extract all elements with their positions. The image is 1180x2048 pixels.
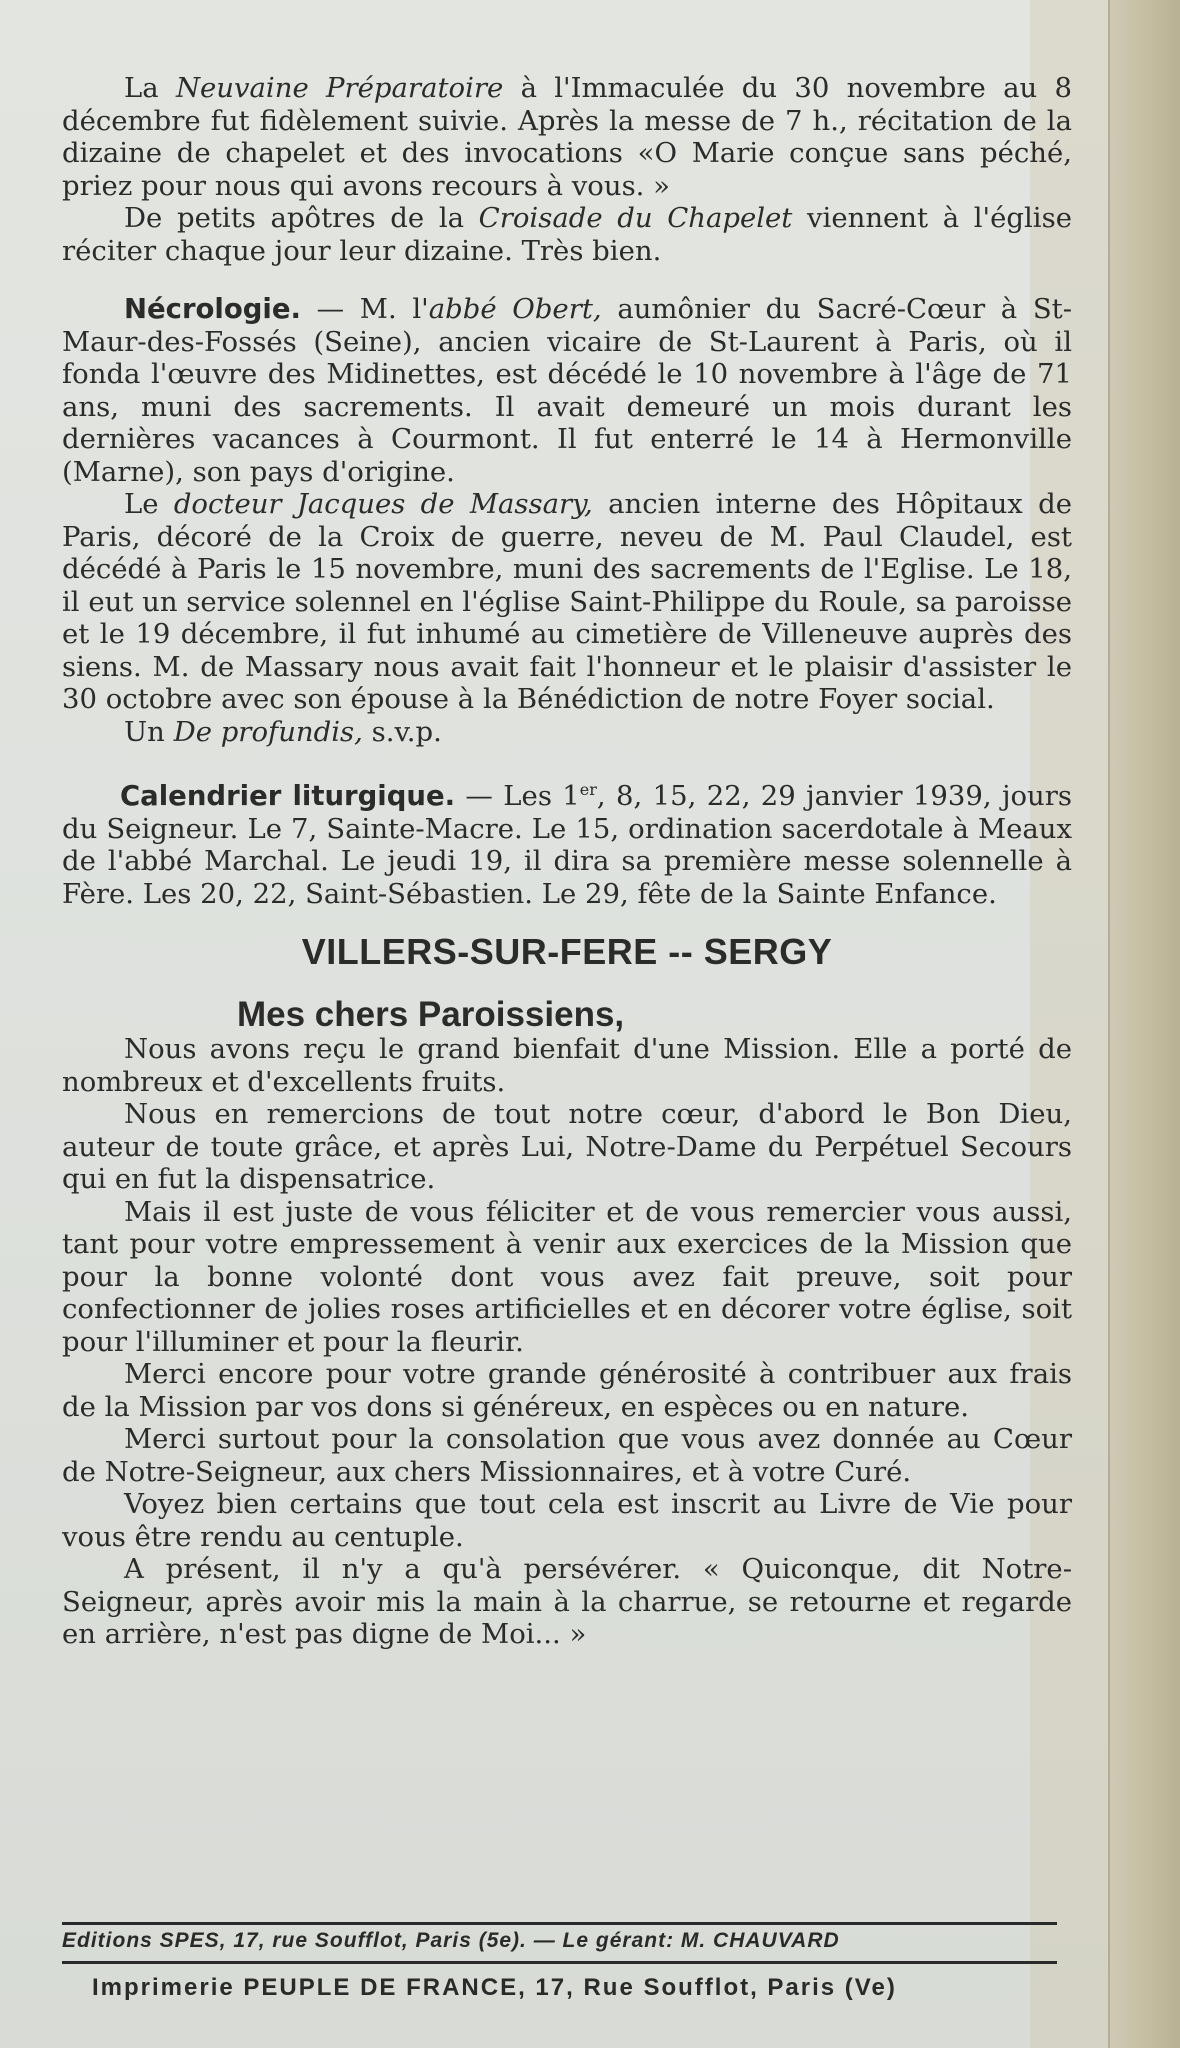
- letter-paragraph: Voyez bien certains que tout cela est inscrit au Livre de Vie pour vous être rendu au centuple.: [62, 1488, 1072, 1553]
- paragraph-necrologie: [62, 293, 1072, 488]
- editions-line: Editions SPES, 17, rue Soufflot, Paris (5e). — Le gérant: M. CHAUVARD: [62, 1929, 840, 1952]
- text-run: — Les 1: [455, 780, 580, 813]
- text-run: Un: [124, 715, 174, 748]
- text-run: Le: [124, 488, 174, 520]
- paragraph-massary: [62, 488, 1072, 716]
- paragraph-croisade: [62, 202, 1072, 267]
- text-run: — M. l': [300, 293, 429, 325]
- text-run: aumônier du Sacré-Cœur à St-Maur-des-Fossés (Seine), ancien vicaire de St-Laurent à Paris, où il fonda l'œuvre des Midinettes, est décédé le 10 novembre à l'âge de 71 ans, muni des sacrements. Il avait demeuré un mois durant les dernières vacances à Courmont. Il fut enterré le 14 à Hermonville (Marne), son pays d'origine.: [62, 293, 1073, 488]
- letter-paragraph: Merci surtout pour la consolation que vous avez donnée au Cœur de Notre-Seigneur, aux chers Missionnaires, et à votre Curé.: [62, 1423, 1072, 1488]
- salutation: Mes chers Paroissiens,: [237, 994, 625, 1034]
- italic-run: Neuvaine Préparatoire: [175, 72, 504, 104]
- page-edge: [1108, 0, 1180, 2048]
- letter-paragraph: Merci encore pour votre grande générosité à contribuer aux frais de la Mission par vos dons si généreux, en espèces ou en nature.: [62, 1358, 1072, 1423]
- text-run: à l'Immaculée du 30 novembre au 8 décembre fut fidèlement suivie. Après la messe de 7 h., récitation de la dizaine de chapelet et des invocations «O Marie conçue sans péché, priez pour nous qui avons recours à vous. »: [62, 72, 1072, 202]
- italic-run: abbé Obert,: [428, 293, 602, 325]
- italic-run: Croisade du Chapelet: [478, 202, 793, 234]
- letter-paragraph: Nous avons reçu le grand bienfait d'une Mission. Elle a porté de nombreux et d'excellents fruits.: [62, 1033, 1072, 1098]
- letter-paragraph: Nous en remercions de tout notre cœur, d'abord le Bon Dieu, auteur de toute grâce, et après Lui, Notre-Dame du Perpétuel Secours qui en fut la dispensatrice.: [62, 1098, 1072, 1196]
- section-heading-necrologie: Nécrologie.: [124, 293, 301, 325]
- text-run: , 8, 15, 22, 29 janvier 1939, jours du Seigneur. Le 7, Sainte-Macre. Le 15, ordination sacerdotale à Meaux de l'abbé Marchal. Le jeudi 19, il dira sa première messe solennelle à Fère. Les 20, 22, Saint-Sébastien. Le 29, fête de la Sainte Enfance.: [62, 780, 1073, 910]
- superscript: er: [579, 780, 597, 799]
- text-run: La: [124, 72, 176, 104]
- italic-run: docteur Jacques de Massary,: [173, 488, 593, 520]
- text-run: De petits apôtres de la: [124, 202, 479, 234]
- imprimerie-line: Imprimerie PEUPLE DE FRANCE, 17, Rue Soufflot, Paris (Ve): [92, 1974, 897, 2001]
- text-run: viennent à l'église réciter chaque jour leur dizaine. Très bien.: [62, 202, 1072, 267]
- section-heading-calendrier: Calendrier liturgique.: [120, 780, 456, 813]
- paragraph-profundis: [62, 716, 1072, 749]
- article-body: [62, 72, 1072, 1651]
- text-run: ancien interne des Hôpitaux de Paris, décoré de la Croix de guerre, neveu de M. Paul Claudel, est décédé à Paris le 15 novembre, muni des sacrements de l'Eglise. Le 18, il eut un service solennel en l'église Saint-Philippe du Roule, sa paroisse et le 19 décembre, il fut inhumé au cimetière de Villeneuve auprès des siens. M. de Massary nous avait fait l'honneur et le plaisir d'assister le 30 octobre avec son épouse à la Bénédiction de notre Foyer social.: [62, 488, 1072, 715]
- letter-paragraph: Mais il est juste de vous féliciter et de vous remercier vous aussi, tant pour votre empressement à venir aux exercices de la Mission que pour la bonne volonté dont vous avez fait preuve, soit pour confectionner de jolies roses artificielles et en décorer votre église, soit pour l'illuminer et pour la fleurir.: [62, 1195, 1072, 1358]
- imprint-footer: [62, 1922, 1057, 2002]
- text-run: s.v.p.: [362, 715, 442, 748]
- letter-paragraph: A présent, il n'y a qu'à persévérer. « Quiconque, dit Notre-Seigneur, après avoir mis la main à la charrue, se retourne et regarde en arrière, n'est pas digne de Moi... »: [62, 1553, 1072, 1651]
- parish-title: VILLERS-SUR-FERE -- SERGY: [301, 931, 833, 973]
- italic-run: De profundis,: [173, 715, 363, 748]
- paragraph-calendrier: [62, 774, 1072, 910]
- paragraph-neuvaine: [62, 72, 1072, 202]
